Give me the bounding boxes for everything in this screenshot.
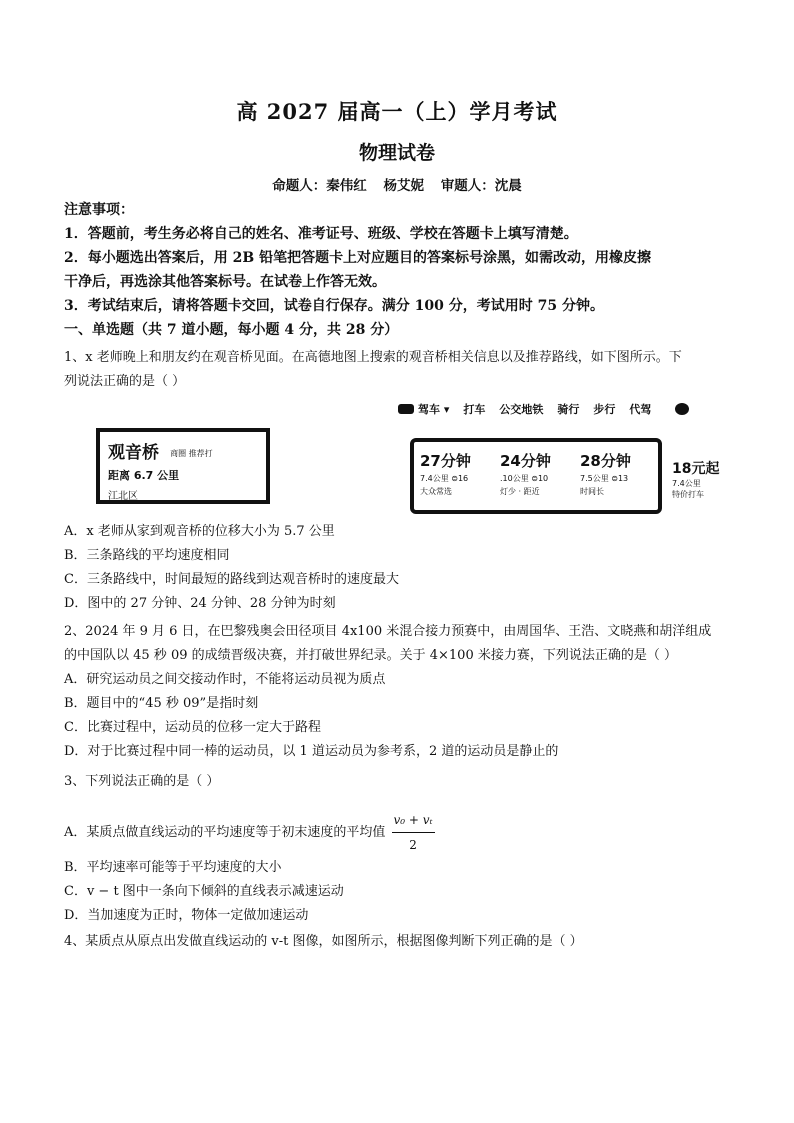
q2-stem-line1: 2、2024 年 9 月 6 日，在巴黎残奥会田径项目 4x100 米混合接力预赛中，由周国华、王浩、文晓燕和胡洋组成 (64, 624, 712, 639)
route-options-card (410, 438, 662, 514)
notes-heading: 注意事项： (64, 202, 134, 218)
q1-stem-line2: 列说法正确的是（ ） (64, 374, 186, 389)
q3-option-d: D．当加速度为正时，物体一定做加速运动 (64, 908, 309, 923)
map-mode-bar (398, 396, 758, 422)
note-item-3: 3．考试结束后，请将答题卡交回，试卷自行保存。满分 100 分，考试用时 75 分钟。 (64, 298, 604, 314)
q3-option-a (64, 808, 744, 857)
q1-option-a: A．x 老师从家到观音桥的位移大小为 5.7 公里 (64, 524, 335, 539)
fraction-numerator: v₀ + vₜ (392, 808, 435, 833)
q3-option-a-row (64, 808, 744, 857)
place-district: 江北区 (108, 491, 138, 502)
q1-option-c: C．三条路线中，时间最短的路线到达观音桥时的速度最大 (64, 572, 399, 587)
route-1-detail: 7.4公里 ⊜16 (420, 474, 469, 483)
q1-option-d: D．图中的 27 分钟、24 分钟、28 分钟为时刻 (64, 596, 336, 611)
route-3 (580, 450, 652, 502)
q1-option-b: B．三条路线的平均速度相同 (64, 548, 230, 563)
place-card (96, 428, 270, 504)
route-2 (500, 450, 572, 502)
car-icon (398, 404, 414, 414)
note-item-2: 2．每小题选出答案后，用 2B 铅笔把答题卡上对应题目的答案标号涂黑，如需改动，用橡皮擦 (64, 250, 652, 266)
route-1 (420, 450, 492, 502)
q3-option-b: B．平均速率可能等于平均速度的大小 (64, 860, 282, 875)
question-1-options (64, 520, 744, 616)
notes-block (64, 198, 744, 342)
taxi-note: 特价打车 (672, 490, 704, 499)
q3-option-a-text: A．某质点做直线运动的平均速度等于初末速度的平均值 (64, 825, 386, 840)
q3-options (64, 856, 744, 928)
fraction-denominator: 2 (409, 838, 417, 852)
reviewer: 审题人：沈晨 (440, 178, 522, 194)
q3-stem: 3、下列说法正确的是（ ） (64, 774, 220, 789)
note-item-2-cont: 干净后，再选涂其他答案标号。在试卷上作答无效。 (64, 274, 386, 290)
q2-option-a: A．研究运动员之间交接动作时，不能将运动员视为质点 (64, 672, 386, 687)
q2-stem-line2: 的中国队以 45 秒 09 的成绩晋级决赛，并打破世界纪录。关于 4×100 米接力赛，下列说法正确的是（ ） (64, 648, 677, 663)
q2-option-d: D．对于比赛过程中同一棒的运动员，以 1 道运动员为参考系，2 道的运动员是静止的 (64, 744, 559, 759)
route-3-detail: 7.5公里 ⊜13 (580, 474, 629, 483)
mode-drive: 驾车 ▾ (418, 403, 450, 416)
author-1: 命题人：秦伟红 (272, 178, 367, 194)
route-1-note: 大众常选 (420, 487, 452, 496)
mode-walk: 步行 (593, 403, 616, 416)
author-2: 杨艾妮 (383, 178, 424, 194)
q2-option-c: C．比赛过程中，运动员的位移一定大于路程 (64, 720, 321, 735)
mode-bike: 骑行 (557, 403, 580, 416)
question-2 (64, 620, 744, 764)
q3-option-c: C．v − t 图中一条向下倾斜的直线表示减速运动 (64, 884, 344, 899)
exam-subtitle: 物理试卷 (358, 142, 435, 164)
section-heading: 一、单选题（共 7 道小题，每小题 4 分，共 28 分） (64, 322, 399, 338)
place-distance: 距离 6.7 公里 (108, 469, 180, 482)
q4-stem: 4、某质点从原点出发做直线运动的 v-t 图像，如图所示，根据图像判断下列正确的是（ ） (64, 934, 583, 949)
taxi-distance: 7.4公里 (672, 479, 701, 488)
taxi-offer (672, 458, 719, 500)
route-1-time: 27分钟 (420, 452, 471, 470)
route-2-detail: .10公里 ⊜10 (500, 474, 549, 483)
taxi-price: 18元起 (672, 461, 720, 477)
question-1-stem (64, 346, 744, 394)
question-3 (64, 770, 744, 794)
question-4 (64, 930, 744, 954)
chat-bubble-icon (675, 403, 689, 415)
place-name: 观音桥 (108, 443, 159, 463)
route-3-time: 28分钟 (580, 452, 631, 470)
route-2-time: 24分钟 (500, 452, 551, 470)
route-3-note: 时间长 (580, 487, 604, 496)
authors-line (0, 174, 794, 194)
average-velocity-fraction (392, 808, 435, 857)
route-2-note: 灯少 · 距近 (500, 487, 540, 496)
exam-title: 高 2027 届高一（上）学月考试 (236, 99, 558, 124)
note-item-1: 1．答题前，考生务必将自己的姓名、准考证号、班级、学校在答题卡上填写清楚。 (64, 226, 578, 242)
mode-transit: 公交地铁 (499, 403, 544, 416)
place-tags: 商圈 推荐打 (170, 449, 213, 458)
q2-option-b: B．题目中的“45 秒 09”是指时刻 (64, 696, 259, 711)
mode-taxi: 打车 (463, 403, 486, 416)
q1-stem-line1: 1、x 老师晚上和朋友约在观音桥见面。在高德地图上搜索的观音桥相关信息以及推荐路线，如下图所示。下 (64, 350, 682, 365)
mode-valet: 代驾 (629, 403, 652, 416)
